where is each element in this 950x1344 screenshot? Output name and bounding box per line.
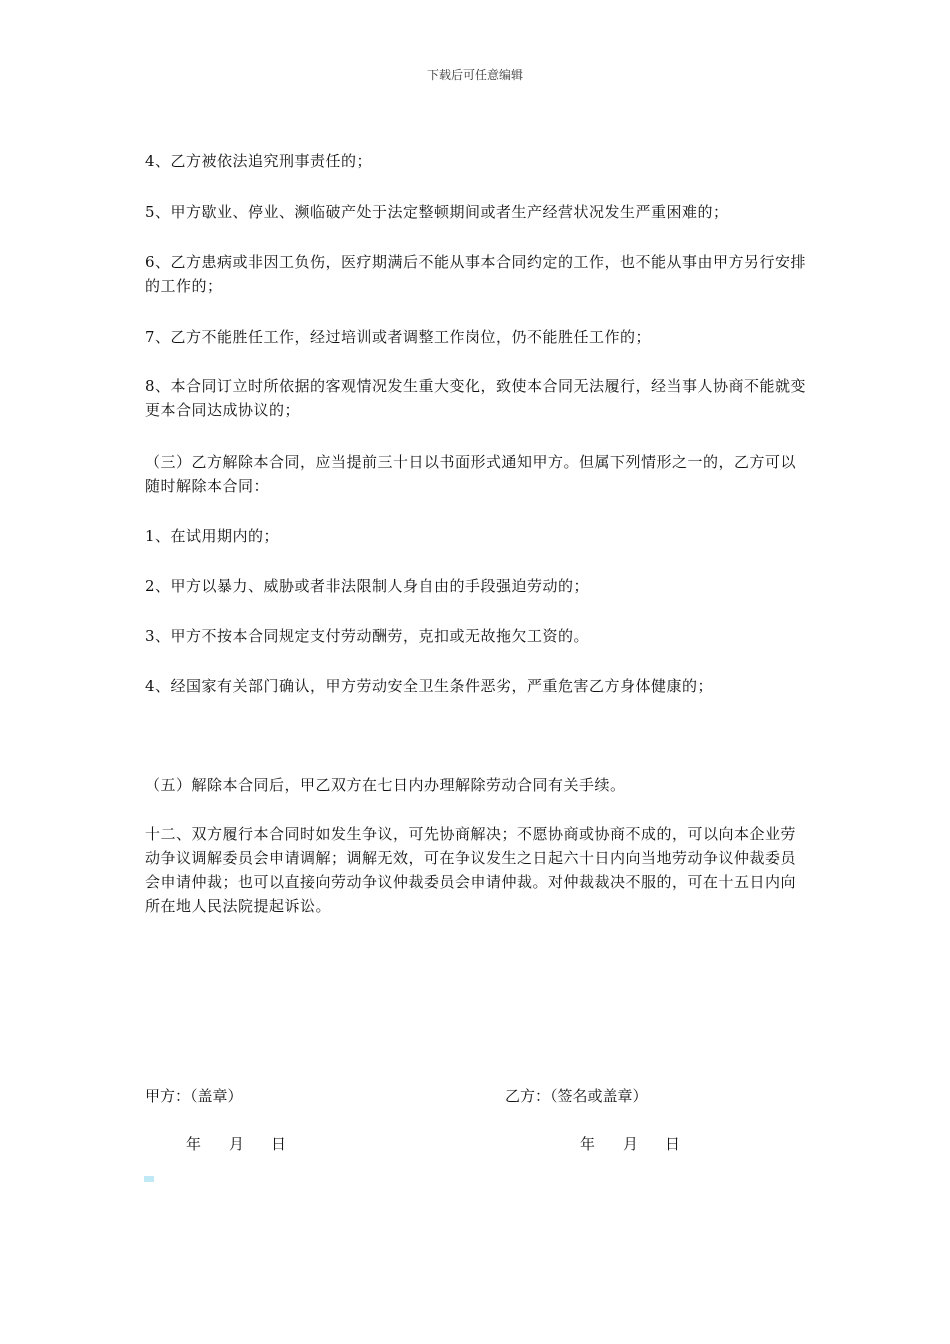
party-a-signature-label: 甲方：（盖章）: [145, 1087, 243, 1105]
clause-paragraph: 十二、双方履行本合同时如发生争议，可先协商解决；不愿协商或协商不成的，可以向本企业劳动争议调解委员会申请调解；调解无效，可在争议发生之日起六十日内向当地劳动争议仲裁委员会申请仲裁；也可以直接向劳动争议仲裁委员会申请仲裁。对仲裁裁决不服的，可在十五日内向所在地人民法院提起诉讼。: [145, 825, 797, 915]
date-month-label: 月: [229, 1135, 245, 1153]
page-header: 下载后可任意编辑: [426, 68, 523, 82]
date-month-label: 月: [623, 1135, 639, 1153]
highlight-marker: [144, 1176, 154, 1182]
clause-paragraph: （五）解除本合同后，甲乙双方在七日内办理解除劳动合同有关手续。: [145, 776, 626, 794]
date-year-label: 年: [580, 1135, 596, 1153]
party-b-date: [580, 1132, 680, 1156]
clause-paragraph: 2、甲方以暴力、威胁或者非法限制人身自由的手段强迫劳动的；: [145, 577, 590, 595]
clause-paragraph: 4、乙方被依法追究刑事责任的；: [145, 152, 373, 170]
clause-paragraph: 6、乙方患病或非因工负伤，医疗期满后不能从事本合同约定的工作，也不能从事由甲方另行安排的工作的；: [145, 253, 807, 295]
clause-paragraph: 7、乙方不能胜任工作，经过培训或者调整工作岗位，仍不能胜任工作的；: [145, 328, 652, 346]
date-year-label: 年: [186, 1135, 202, 1153]
clause-paragraph: 8、本合同订立时所依据的客观情况发生重大变化，致使本合同无法履行，经当事人协商不能就变更本合同达成协议的；: [145, 377, 807, 419]
party-b-signature-label: 乙方：（签名或盖章）: [505, 1087, 648, 1105]
clause-paragraph: 1、在试用期内的；: [145, 527, 280, 545]
date-day-label: 日: [271, 1135, 287, 1153]
clause-paragraph: 4、经国家有关部门确认，甲方劳动安全卫生条件恶劣，严重危害乙方身体健康的；: [145, 677, 714, 695]
clause-paragraph: 5、甲方歇业、停业、濒临破产处于法定整顿期间或者生产经营状况发生严重困难的；: [145, 203, 729, 221]
clause-paragraph: 3、甲方不按本合同规定支付劳动酬劳，克扣或无故拖欠工资的。: [145, 627, 590, 645]
party-a-date: [186, 1132, 286, 1156]
date-day-label: 日: [665, 1135, 681, 1153]
clause-paragraph: （三）乙方解除本合同，应当提前三十日以书面形式通知甲方。但属下列情形之一的，乙方可以随时解除本合同：: [145, 453, 797, 495]
